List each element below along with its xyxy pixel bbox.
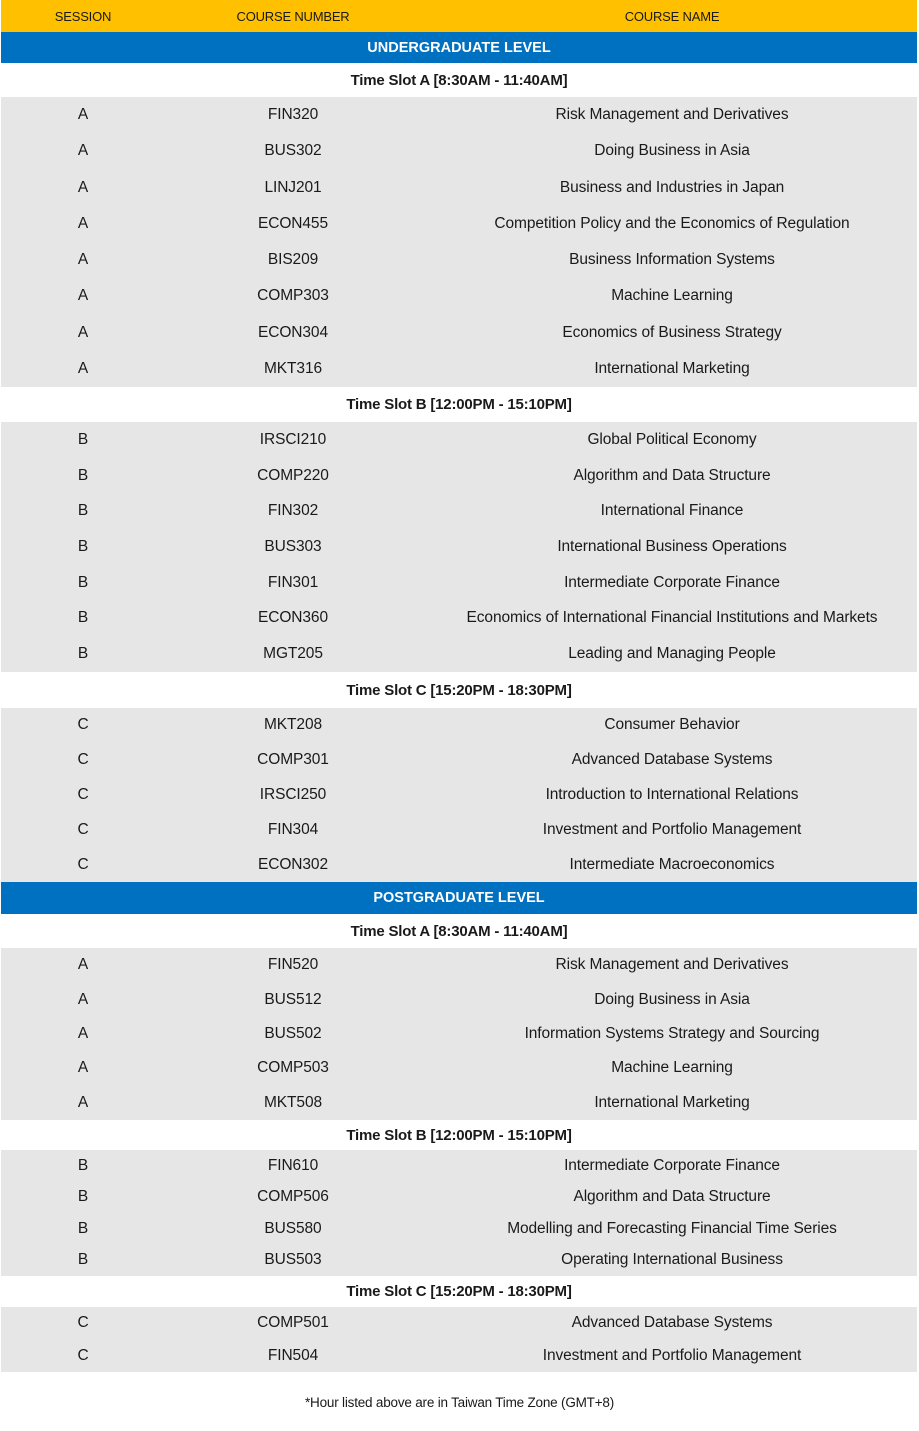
course-name-cell: Machine Learning <box>611 287 733 305</box>
course-number-cell: COMP220 <box>257 466 329 484</box>
session-cell: C <box>77 716 89 734</box>
course-number-cell: BUS303 <box>264 537 322 555</box>
time-slot-title: Time Slot C [15:20PM - 18:30PM] <box>346 1283 572 1300</box>
header-course-number: COURSE NUMBER <box>236 8 350 24</box>
header-session: SESSION <box>54 8 112 24</box>
table-row <box>1 1051 917 1085</box>
table-row <box>1 1150 917 1182</box>
course-number-cell: ECON304 <box>258 323 328 341</box>
course-number-cell: MGT205 <box>263 645 323 663</box>
course-name-cell: Introduction to International Relations <box>545 785 799 803</box>
table-row <box>1 242 917 278</box>
table-row <box>1 601 917 637</box>
table-row <box>1 529 917 565</box>
course-number-cell: BUS512 <box>264 990 322 1008</box>
course-name-cell: Risk Management and Derivatives <box>555 956 789 974</box>
table-row <box>1 422 917 458</box>
level-band <box>1 32 917 63</box>
session-cell: A <box>77 214 89 232</box>
time-slot-heading <box>1 387 917 422</box>
course-number-cell: LINJ201 <box>264 178 322 196</box>
table-row <box>1 97 917 133</box>
course-name-cell: International Business Operations <box>557 537 787 555</box>
time-slot-heading <box>1 914 917 948</box>
session-cell: A <box>77 323 89 341</box>
session-cell: B <box>77 502 89 520</box>
session-cell: A <box>77 142 89 160</box>
session-cell: A <box>77 990 89 1008</box>
time-slot-heading <box>1 63 917 97</box>
table-row <box>1 493 917 529</box>
course-number-cell: BUS503 <box>264 1251 322 1269</box>
session-cell: A <box>77 359 89 377</box>
session-cell: C <box>77 1346 89 1364</box>
table-row <box>1 351 917 387</box>
course-number-cell: FIN520 <box>267 956 319 974</box>
table-row <box>1 948 917 982</box>
course-name-cell: Economics of International Financial Institutions and Markets <box>466 609 878 627</box>
course-name-cell: Advanced Database Systems <box>571 1314 773 1332</box>
table-row <box>1 778 917 813</box>
session-cell: A <box>77 106 89 124</box>
course-number-cell: FIN301 <box>267 573 319 591</box>
timezone-footnote: *Hour listed above are in Taiwan Time Zone (GMT+8) <box>304 1395 615 1410</box>
level-title: POSTGRADUATE LEVEL <box>373 890 545 906</box>
table-row <box>1 636 917 672</box>
course-name-cell: Economics of Business Strategy <box>562 323 782 341</box>
session-cell: B <box>77 430 89 448</box>
course-name-cell: Risk Management and Derivatives <box>555 106 789 124</box>
time-slot-title: Time Slot B [12:00PM - 15:10PM] <box>346 396 572 413</box>
table-row <box>1 982 917 1016</box>
course-number-cell: BUS502 <box>264 1024 322 1042</box>
course-number-cell: IRSCI210 <box>259 430 327 448</box>
table-row <box>1 1340 917 1373</box>
level-title: UNDERGRADUATE LEVEL <box>367 39 551 56</box>
session-cell: B <box>77 645 89 663</box>
table-row <box>1 170 917 206</box>
course-number-cell: ECON302 <box>258 855 328 873</box>
session-cell: B <box>77 609 89 627</box>
time-slot-title: Time Slot A [8:30AM - 11:40AM] <box>350 71 568 89</box>
table-row <box>1 565 917 601</box>
course-name-cell: Information Systems Strategy and Sourcing <box>524 1024 820 1042</box>
course-name-cell: Intermediate Corporate Finance <box>564 1156 780 1174</box>
table-row <box>1 1307 917 1340</box>
course-name-cell: Consumer Behavior <box>604 716 740 734</box>
course-name-cell: Advanced Database Systems <box>571 751 773 769</box>
session-cell: B <box>77 1156 89 1174</box>
course-name-cell: Business Information Systems <box>569 251 775 269</box>
session-cell: C <box>77 820 89 838</box>
course-name-cell: Machine Learning <box>611 1059 733 1077</box>
time-slot-heading <box>1 1276 917 1307</box>
course-number-cell: MKT316 <box>264 359 322 377</box>
session-cell: B <box>77 466 89 484</box>
session-cell: B <box>77 1188 89 1206</box>
session-cell: A <box>77 1093 89 1111</box>
session-cell: B <box>77 1251 89 1269</box>
course-number-cell: BUS302 <box>264 142 322 160</box>
course-name-cell: Leading and Managing People <box>568 645 776 663</box>
session-cell: A <box>77 1059 89 1077</box>
course-name-cell: International Marketing <box>594 359 750 377</box>
session-cell: A <box>77 251 89 269</box>
table-row <box>1 278 917 314</box>
table-row <box>1 1017 917 1051</box>
session-cell: B <box>77 1219 89 1237</box>
course-name-cell: Algorithm and Data Structure <box>573 466 771 484</box>
table-header <box>1 0 917 32</box>
course-name-cell: Global Political Economy <box>587 430 757 448</box>
course-number-cell: ECON360 <box>258 609 328 627</box>
course-number-cell: FIN610 <box>267 1156 319 1174</box>
course-number-cell: MKT208 <box>264 716 322 734</box>
course-number-cell: MKT508 <box>264 1093 322 1111</box>
course-number-cell: IRSCI250 <box>259 785 327 803</box>
course-name-cell: Business and Industries in Japan <box>559 178 785 196</box>
time-slot-heading <box>1 1120 917 1150</box>
course-number-cell: COMP503 <box>257 1059 329 1077</box>
table-row <box>1 812 917 847</box>
course-number-cell: FIN304 <box>267 820 319 838</box>
course-number-cell: COMP303 <box>257 287 329 305</box>
table-row <box>1 133 917 169</box>
session-cell: C <box>77 751 89 769</box>
level-band <box>1 882 917 914</box>
course-number-cell: FIN504 <box>267 1346 319 1364</box>
course-name-cell: Modelling and Forecasting Financial Time Series <box>507 1219 837 1237</box>
course-number-cell: FIN320 <box>267 106 319 124</box>
time-slot-title: Time Slot B [12:00PM - 15:10PM] <box>346 1126 572 1144</box>
course-number-cell: COMP301 <box>257 751 329 769</box>
course-name-cell: International Finance <box>600 502 744 520</box>
session-cell: B <box>77 537 89 555</box>
session-cell: C <box>77 855 89 873</box>
course-name-cell: International Marketing <box>594 1093 750 1111</box>
session-cell: B <box>77 573 89 591</box>
course-name-cell: Operating International Business <box>561 1251 783 1269</box>
table-row <box>1 1245 917 1277</box>
table-row <box>1 743 917 778</box>
course-number-cell: BIS209 <box>267 251 319 269</box>
time-slot-title: Time Slot C [15:20PM - 18:30PM] <box>346 681 572 699</box>
course-name-cell: Intermediate Macroeconomics <box>569 855 775 873</box>
course-name-cell: Algorithm and Data Structure <box>573 1188 771 1206</box>
table-row <box>1 1182 917 1214</box>
course-name-cell: Doing Business in Asia <box>594 990 750 1008</box>
course-name-cell: Intermediate Corporate Finance <box>564 573 780 591</box>
table-row <box>1 458 917 494</box>
table-row <box>1 1086 917 1120</box>
course-number-cell: ECON455 <box>258 214 328 232</box>
table-row <box>1 1213 917 1245</box>
header-course-name: COURSE NAME <box>624 8 720 24</box>
course-name-cell: Doing Business in Asia <box>594 142 750 160</box>
time-slot-heading <box>1 672 917 708</box>
course-number-cell: COMP501 <box>257 1314 329 1332</box>
session-cell: A <box>77 178 89 196</box>
course-name-cell: Investment and Portfolio Management <box>542 1346 802 1364</box>
session-cell: C <box>77 1314 89 1332</box>
course-number-cell: BUS580 <box>264 1219 322 1237</box>
session-cell: A <box>77 956 89 974</box>
course-number-cell: FIN302 <box>267 502 319 520</box>
table-row <box>1 708 917 743</box>
table-row <box>1 315 917 351</box>
course-number-cell: COMP506 <box>257 1188 329 1206</box>
table-row <box>1 206 917 242</box>
time-slot-title: Time Slot A [8:30AM - 11:40AM] <box>350 922 568 940</box>
table-row <box>1 847 917 882</box>
session-cell: A <box>77 1024 89 1042</box>
course-name-cell: Competition Policy and the Economics of Regulation <box>494 214 850 232</box>
course-name-cell: Investment and Portfolio Management <box>542 820 802 838</box>
session-cell: C <box>77 785 89 803</box>
session-cell: A <box>77 287 89 305</box>
